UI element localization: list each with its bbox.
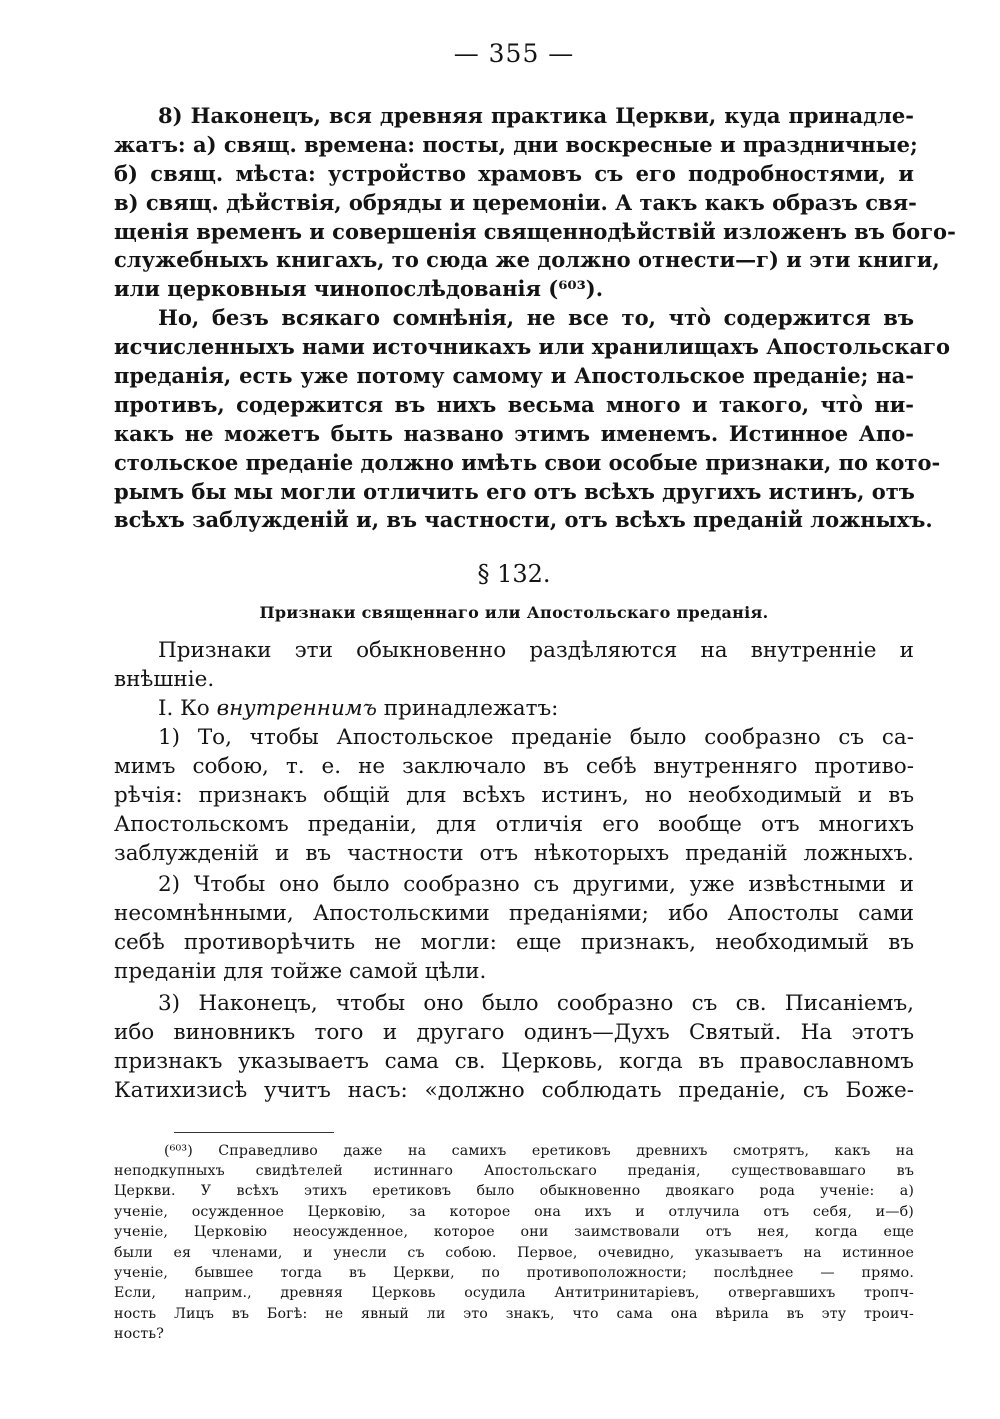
footnote-line: были ея членами, и унесли съ собою. Первое, очевидно, указываетъ на истинное xyxy=(114,1244,914,1261)
text-line: 3) Наконецъ, чтобы оно было сообразно съ св. Писаніемъ, xyxy=(158,991,914,1017)
text-line: заблужденій и въ частности отъ нѣкоторыхъ преданій ложныхъ. xyxy=(114,840,914,866)
footnote-line: Церкви. У всѣхъ этихъ еретиковъ было обыкновенно двоякаго рода ученіе: а) xyxy=(114,1183,914,1200)
text-line: мимъ собою, т. е. не заключало въ себѣ внутренняго противо- xyxy=(114,753,914,779)
text-line: Катихизисѣ учитъ насъ: «должно соблюдать преданіе, съ Боже- xyxy=(114,1077,914,1103)
text-line: себѣ противорѣчить не могли: еще признакъ, необходимый въ xyxy=(114,930,914,956)
text-line: 2) Чтобы оно было сообразно съ другими, уже извѣстными и xyxy=(158,872,914,898)
text-line: Но, безъ всякаго сомнѣнія, не все то, что̀ содержится въ xyxy=(158,305,914,331)
text-line: ибо виновникъ того и другаго одинъ—Духъ Святый. На этотъ xyxy=(114,1019,914,1045)
intro-paragraph xyxy=(114,637,914,695)
text-line: признакъ указываетъ сама св. Церковь, когда въ православномъ xyxy=(114,1048,914,1074)
text-line: 8) Наконецъ, вся древняя практика Церкви, куда принадле- xyxy=(158,103,914,128)
footnote-603 xyxy=(114,1141,914,1345)
text-line: Апостольскомъ преданіи, для отличія его вообще отъ многихъ xyxy=(114,811,914,837)
footnote-line: ность Лицъ въ Богѣ: не явный ли это знакъ, что сама она вѣрила въ эту троич- xyxy=(114,1305,914,1322)
footnote-line: ученіе, бывшее тогда въ Церкви, по противоположности; послѣднее — прямо. xyxy=(114,1264,914,1281)
point-1 xyxy=(114,724,914,868)
text-line: щенія временъ и совершенія священнодѣйствій изложенъ въ бого- xyxy=(114,218,956,244)
text-line: в) свящ. дѣйствія, обряды и церемоніи. А такъ какъ образъ свя- xyxy=(114,189,917,215)
text-line: внѣшніе. xyxy=(114,667,215,693)
footnote-line: неподкупныхъ свидѣтелей истиннаго Апостольскаго преданія, существовавшаго въ xyxy=(114,1163,914,1179)
item-1-heading xyxy=(114,695,914,724)
page-number: — 355 — xyxy=(453,39,575,68)
text-line: всѣхъ заблужденій и, въ частности, отъ всѣхъ преданій ложныхъ. xyxy=(114,507,933,533)
text-line: или церковныя чинопослѣдованія (⁶⁰³). xyxy=(114,276,604,302)
text-line: б) свящ. мѣста: устройство храмовъ съ его подробностями, и xyxy=(114,160,914,186)
footnote-rule xyxy=(174,1132,334,1133)
footnote-line: Если, наприм., древняя Церковь осудила Антитринитаріевъ, отвергавшихъ тропч- xyxy=(114,1285,914,1302)
text-line: исчисленныхъ нами источникахъ или хранилищахъ Апостольскаго xyxy=(114,334,950,360)
text-line: рымъ бы мы могли отличить его отъ всѣхъ другихъ истинъ, отъ xyxy=(114,478,915,504)
footnote-line: ность? xyxy=(114,1326,165,1343)
text-line: стольское преданіе должно имѣть свои особые признаки, по кото- xyxy=(114,449,941,475)
text-line: преданіи для тойже самой цѣли. xyxy=(114,959,487,985)
point-2 xyxy=(114,871,914,987)
footnote-line: ученіе, Церковію неосужденное, которое они заимствовали отъ нея, когда еще xyxy=(114,1224,914,1241)
book-page xyxy=(114,34,956,1345)
text-line: служебныхъ книгахъ, то сюда же должно отнести—г) и эти книги, xyxy=(114,247,940,273)
text-line: противъ, содержится въ нихъ весьма много и такого, что̀ ни- xyxy=(114,391,914,417)
item-1-suffix: принадлежатъ: xyxy=(376,696,559,722)
item-1-italic: внутреннимъ xyxy=(216,696,377,722)
text-line: 1) То, чтобы Апостольское преданіе было сообразно съ са- xyxy=(158,725,914,751)
section-number: § 132. xyxy=(477,560,551,589)
text-line: Признаки эти обыкновенно раздѣляются на внутренніе и xyxy=(158,638,914,664)
footnote-line: (⁶⁰³) Справедливо даже на самихъ еретиковъ древнихъ смотрятъ, какъ на xyxy=(164,1142,914,1159)
text-line: несомнѣнными, Апостольскими преданіями; ибо Апостолы сами xyxy=(114,901,914,927)
footnote-line: ученіе, осужденное Церковію, за которое она ихъ и отлучила отъ себя, и—б) xyxy=(114,1203,914,1220)
text-line: какъ не можетъ быть названо этимъ именемъ. Истинное Апо- xyxy=(114,420,914,446)
section-title: Признаки священнаго или Апостольскаго преданія. xyxy=(259,603,769,623)
item-1-prefix: I. Ко xyxy=(158,696,217,722)
text-line: преданія, есть уже потому самому и Апостольское преданіе; на- xyxy=(114,363,914,389)
paragraph-but xyxy=(114,304,950,535)
paragraph-8 xyxy=(114,102,956,304)
text-line: жатъ: а) свящ. времена: посты, дни воскресные и праздничные; xyxy=(114,131,918,157)
text-line: рѣчія: признакъ общій для всѣхъ истинъ, но необходимый и въ xyxy=(114,782,914,808)
point-3 xyxy=(114,990,914,1106)
